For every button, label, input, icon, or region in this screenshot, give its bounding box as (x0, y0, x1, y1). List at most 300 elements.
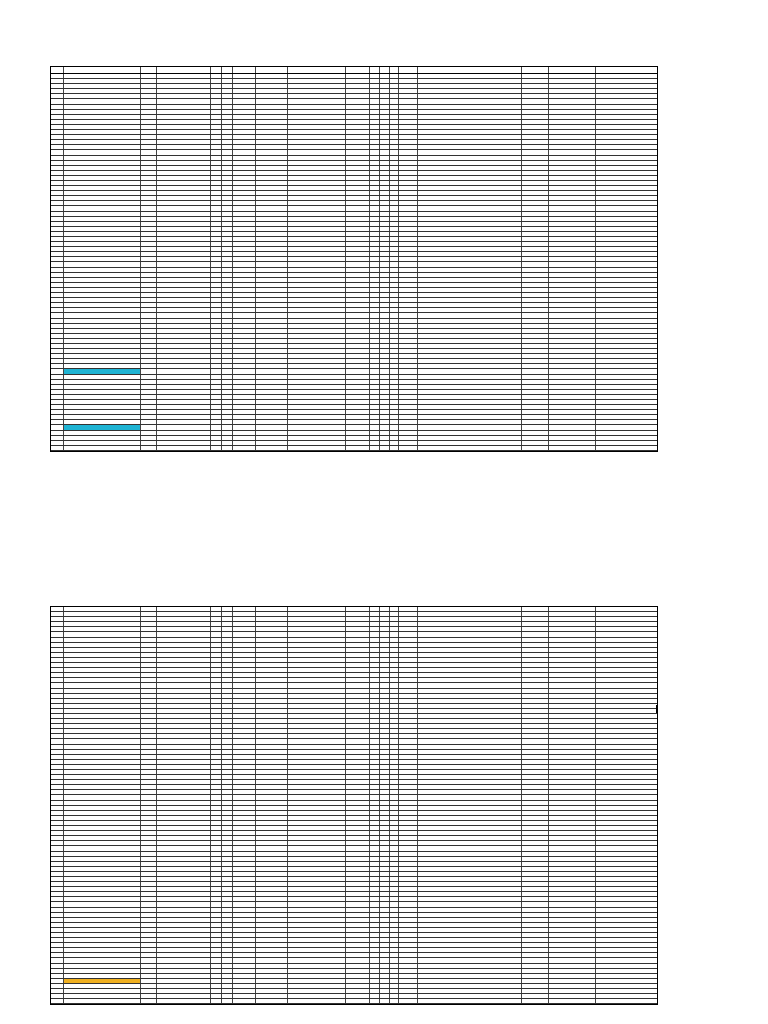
table-cell[interactable] (51, 760, 64, 764)
table-cell[interactable] (211, 273, 222, 277)
table-cell[interactable] (141, 303, 157, 307)
table-cell[interactable] (370, 390, 380, 394)
table-cell[interactable] (222, 257, 233, 261)
table-cell[interactable] (390, 74, 399, 78)
table-cell[interactable] (390, 612, 399, 616)
table-cell[interactable] (211, 196, 222, 200)
table-cell[interactable] (596, 436, 657, 440)
table-cell[interactable] (370, 191, 380, 195)
table-cell[interactable] (380, 984, 390, 988)
table-cell[interactable] (64, 999, 141, 1003)
table-cell[interactable] (418, 612, 523, 616)
table-cell[interactable] (211, 395, 222, 399)
table-cell[interactable] (390, 836, 399, 840)
table-cell[interactable] (157, 857, 212, 861)
table-cell[interactable] (380, 308, 390, 312)
table-cell[interactable] (233, 364, 256, 368)
table-cell[interactable] (141, 846, 157, 850)
table-cell[interactable] (522, 811, 549, 815)
table-cell[interactable] (288, 668, 346, 672)
table-cell[interactable] (211, 262, 222, 266)
table-cell[interactable] (64, 918, 141, 922)
table-cell[interactable] (522, 227, 549, 231)
table-cell[interactable] (157, 181, 212, 185)
table-cell[interactable] (549, 913, 596, 917)
table-cell[interactable] (380, 288, 390, 292)
table-cell[interactable] (64, 699, 141, 703)
table-cell[interactable] (346, 745, 370, 749)
table-cell[interactable] (256, 974, 288, 978)
table-cell[interactable] (222, 237, 233, 241)
table-cell[interactable] (522, 308, 549, 312)
table-cell[interactable] (380, 795, 390, 799)
table-cell[interactable] (399, 375, 418, 379)
table-cell[interactable] (222, 380, 233, 384)
table-cell[interactable] (596, 984, 657, 988)
table-cell[interactable] (596, 811, 657, 815)
table-cell[interactable] (418, 867, 523, 871)
table-cell[interactable] (346, 329, 370, 333)
table-cell[interactable] (157, 617, 212, 621)
table-cell[interactable] (370, 627, 380, 631)
table-cell[interactable] (399, 719, 418, 723)
table-cell[interactable] (596, 867, 657, 871)
table-cell[interactable] (288, 212, 346, 216)
table-cell[interactable] (233, 989, 256, 993)
table-cell[interactable] (549, 145, 596, 149)
table-cell[interactable] (64, 242, 141, 246)
table-cell[interactable] (211, 105, 222, 109)
table-cell[interactable] (596, 775, 657, 779)
table-cell[interactable] (370, 410, 380, 414)
table-cell[interactable] (380, 689, 390, 693)
table-cell[interactable] (51, 857, 64, 861)
table-cell[interactable] (399, 385, 418, 389)
table-cell[interactable] (418, 303, 523, 307)
table-cell[interactable] (51, 632, 64, 636)
table-cell[interactable] (233, 897, 256, 901)
table-cell[interactable] (596, 156, 657, 160)
table-cell[interactable] (596, 683, 657, 687)
table-cell[interactable] (157, 862, 212, 866)
table-cell[interactable] (346, 658, 370, 662)
table-cell[interactable] (222, 780, 233, 784)
table-cell[interactable] (51, 115, 64, 119)
table-cell[interactable] (522, 140, 549, 144)
table-cell[interactable] (596, 760, 657, 764)
table-cell[interactable] (370, 887, 380, 891)
table-cell[interactable] (51, 770, 64, 774)
table-cell[interactable] (596, 989, 657, 993)
table-cell[interactable] (549, 683, 596, 687)
table-cell[interactable] (418, 120, 523, 124)
table-cell[interactable] (141, 354, 157, 358)
table-cell[interactable] (233, 734, 256, 738)
table-cell[interactable] (596, 115, 657, 119)
table-cell[interactable] (522, 89, 549, 93)
table-cell[interactable] (390, 678, 399, 682)
table-cell[interactable] (157, 816, 212, 820)
table-cell[interactable] (51, 678, 64, 682)
table-cell[interactable] (370, 831, 380, 835)
table-cell[interactable] (157, 217, 212, 221)
table-cell[interactable] (522, 913, 549, 917)
table-cell[interactable] (64, 923, 141, 927)
table-cell[interactable] (418, 765, 523, 769)
table-cell[interactable] (380, 989, 390, 993)
table-cell[interactable] (549, 658, 596, 662)
table-cell[interactable] (256, 750, 288, 754)
table-cell[interactable] (549, 303, 596, 307)
table-cell[interactable] (380, 79, 390, 83)
table-cell[interactable] (256, 156, 288, 160)
table-cell[interactable] (157, 734, 212, 738)
table-cell[interactable] (346, 446, 370, 450)
table-cell[interactable] (141, 227, 157, 231)
table-cell[interactable] (64, 938, 141, 942)
table-cell[interactable] (288, 262, 346, 266)
table-cell[interactable] (346, 704, 370, 708)
table-cell[interactable] (51, 400, 64, 404)
table-cell[interactable] (346, 217, 370, 221)
table-cell[interactable] (418, 801, 523, 805)
table-cell[interactable] (64, 694, 141, 698)
table-cell[interactable] (596, 375, 657, 379)
table-cell[interactable] (380, 958, 390, 962)
table-cell[interactable] (346, 89, 370, 93)
table-cell[interactable] (64, 262, 141, 266)
table-cell[interactable] (522, 612, 549, 616)
table-cell[interactable] (157, 420, 212, 424)
table-cell[interactable] (399, 273, 418, 277)
table-cell[interactable] (549, 719, 596, 723)
table-cell[interactable] (157, 928, 212, 932)
table-cell[interactable] (256, 420, 288, 424)
table-cell[interactable] (256, 826, 288, 830)
table-cell[interactable] (418, 334, 523, 338)
table-cell[interactable] (380, 816, 390, 820)
table-cell[interactable] (370, 617, 380, 621)
table-cell[interactable] (51, 395, 64, 399)
table-cell[interactable] (418, 110, 523, 114)
table-cell[interactable] (157, 826, 212, 830)
table-cell[interactable] (141, 658, 157, 662)
table-cell[interactable] (222, 181, 233, 185)
table-cell[interactable] (549, 943, 596, 947)
table-cell[interactable] (549, 201, 596, 205)
table-cell[interactable] (51, 375, 64, 379)
table-cell[interactable] (370, 694, 380, 698)
table-cell[interactable] (596, 161, 657, 165)
table-cell[interactable] (596, 958, 657, 962)
table-cell[interactable] (380, 415, 390, 419)
table-cell[interactable] (141, 201, 157, 205)
table-cell[interactable] (288, 943, 346, 947)
table-cell[interactable] (596, 755, 657, 759)
table-cell[interactable] (222, 785, 233, 789)
table-cell[interactable] (233, 627, 256, 631)
table-cell[interactable] (256, 140, 288, 144)
table-cell[interactable] (549, 811, 596, 815)
table-cell[interactable] (233, 775, 256, 779)
table-cell[interactable] (549, 283, 596, 287)
table-cell[interactable] (549, 227, 596, 231)
table-cell[interactable] (222, 74, 233, 78)
table-cell[interactable] (522, 699, 549, 703)
table-cell[interactable] (211, 627, 222, 631)
table-cell[interactable] (418, 938, 523, 942)
table-cell[interactable] (256, 212, 288, 216)
table-cell[interactable] (51, 369, 64, 373)
table-cell[interactable] (233, 212, 256, 216)
table-cell[interactable] (380, 186, 390, 190)
table-cell[interactable] (141, 268, 157, 272)
table-cell[interactable] (399, 948, 418, 952)
table-cell[interactable] (222, 390, 233, 394)
table-cell[interactable] (211, 181, 222, 185)
table-cell[interactable] (288, 643, 346, 647)
table-cell[interactable] (549, 217, 596, 221)
table-cell[interactable] (380, 140, 390, 144)
table-cell[interactable] (390, 135, 399, 139)
table-cell[interactable] (549, 105, 596, 109)
table-cell[interactable] (51, 150, 64, 154)
table-cell[interactable] (141, 212, 157, 216)
table-cell[interactable] (211, 795, 222, 799)
table-cell[interactable] (288, 288, 346, 292)
table-cell[interactable] (370, 632, 380, 636)
table-cell[interactable] (256, 268, 288, 272)
table-cell[interactable] (596, 678, 657, 682)
table-cell[interactable] (233, 923, 256, 927)
table-cell[interactable] (256, 984, 288, 988)
table-cell[interactable] (157, 750, 212, 754)
table-cell[interactable] (399, 857, 418, 861)
table-cell[interactable] (211, 79, 222, 83)
table-cell[interactable] (211, 385, 222, 389)
table-cell[interactable] (211, 653, 222, 657)
table-cell[interactable] (64, 217, 141, 221)
table-cell[interactable] (399, 364, 418, 368)
table-cell[interactable] (399, 232, 418, 236)
table-cell[interactable] (141, 734, 157, 738)
table-cell[interactable] (233, 765, 256, 769)
table-cell[interactable] (370, 369, 380, 373)
table-cell[interactable] (141, 181, 157, 185)
table-cell[interactable] (222, 441, 233, 445)
table-cell[interactable] (399, 400, 418, 404)
table-cell[interactable] (64, 313, 141, 317)
table-cell[interactable] (288, 638, 346, 642)
table-cell[interactable] (346, 436, 370, 440)
table-cell[interactable] (288, 395, 346, 399)
table-cell[interactable] (596, 938, 657, 942)
table-cell[interactable] (399, 964, 418, 968)
table-cell[interactable] (211, 699, 222, 703)
table-cell[interactable] (418, 166, 523, 170)
table-cell[interactable] (64, 191, 141, 195)
table-cell[interactable] (288, 232, 346, 236)
table-cell[interactable] (288, 994, 346, 998)
table-cell[interactable] (596, 638, 657, 642)
table-cell[interactable] (141, 273, 157, 277)
table-cell[interactable] (211, 969, 222, 973)
table-cell[interactable] (51, 441, 64, 445)
table-cell[interactable] (418, 714, 523, 718)
table-cell[interactable] (222, 135, 233, 139)
table-cell[interactable] (549, 902, 596, 906)
table-cell[interactable] (157, 612, 212, 616)
table-cell[interactable] (222, 405, 233, 409)
table-cell[interactable] (256, 94, 288, 98)
table-cell[interactable] (64, 364, 141, 368)
table-cell[interactable] (596, 719, 657, 723)
table-cell[interactable] (141, 288, 157, 292)
table-cell[interactable] (380, 339, 390, 343)
table-cell[interactable] (141, 156, 157, 160)
table-cell[interactable] (549, 74, 596, 78)
table-cell[interactable] (288, 400, 346, 404)
table-cell[interactable] (51, 913, 64, 917)
table-cell[interactable] (233, 928, 256, 932)
table-cell[interactable] (380, 739, 390, 743)
table-cell[interactable] (157, 99, 212, 103)
table-cell[interactable] (157, 683, 212, 687)
table-cell[interactable] (222, 110, 233, 114)
table-cell[interactable] (141, 913, 157, 917)
table-cell[interactable] (346, 79, 370, 83)
table-cell[interactable] (288, 658, 346, 662)
table-cell[interactable] (256, 262, 288, 266)
table-cell[interactable] (346, 247, 370, 251)
table-cell[interactable] (370, 622, 380, 626)
table-cell[interactable] (222, 734, 233, 738)
table-cell[interactable] (157, 892, 212, 896)
table-cell[interactable] (157, 643, 212, 647)
table-cell[interactable] (549, 734, 596, 738)
table-cell[interactable] (157, 176, 212, 180)
table-cell[interactable] (211, 902, 222, 906)
table-cell[interactable] (399, 953, 418, 957)
table-cell[interactable] (157, 201, 212, 205)
table-cell[interactable] (346, 836, 370, 840)
table-cell[interactable] (256, 283, 288, 287)
table-cell[interactable] (222, 252, 233, 256)
table-cell[interactable] (157, 943, 212, 947)
table-cell[interactable] (370, 420, 380, 424)
table-cell[interactable] (233, 247, 256, 251)
table-cell[interactable] (370, 344, 380, 348)
table-cell[interactable] (522, 186, 549, 190)
table-cell[interactable] (522, 857, 549, 861)
table-cell[interactable] (141, 648, 157, 652)
table-cell[interactable] (64, 385, 141, 389)
highlighted-cell[interactable] (64, 979, 141, 983)
table-cell[interactable] (51, 212, 64, 216)
table-cell[interactable] (288, 801, 346, 805)
table-cell[interactable] (222, 806, 233, 810)
table-cell[interactable] (596, 689, 657, 693)
table-cell[interactable] (418, 892, 523, 896)
table-cell[interactable] (222, 227, 233, 231)
table-cell[interactable] (346, 400, 370, 404)
table-cell[interactable] (380, 969, 390, 973)
table-cell[interactable] (288, 293, 346, 297)
table-cell[interactable] (596, 979, 657, 983)
table-cell[interactable] (370, 171, 380, 175)
table-cell[interactable] (233, 156, 256, 160)
table-cell[interactable] (141, 887, 157, 891)
table-cell[interactable] (233, 410, 256, 414)
table-cell[interactable] (141, 739, 157, 743)
table-cell[interactable] (141, 171, 157, 175)
table-cell[interactable] (522, 425, 549, 429)
table-cell[interactable] (157, 775, 212, 779)
table-cell[interactable] (370, 166, 380, 170)
table-cell[interactable] (288, 278, 346, 282)
table-cell[interactable] (141, 262, 157, 266)
table-cell[interactable] (233, 334, 256, 338)
table-cell[interactable] (64, 877, 141, 881)
table-cell[interactable] (233, 994, 256, 998)
table-cell[interactable] (418, 999, 523, 1003)
table-cell[interactable] (390, 441, 399, 445)
table-cell[interactable] (256, 724, 288, 728)
table-cell[interactable] (288, 734, 346, 738)
table-cell[interactable] (222, 339, 233, 343)
table-cell[interactable] (549, 405, 596, 409)
table-cell[interactable] (211, 369, 222, 373)
table-cell[interactable] (222, 105, 233, 109)
table-cell[interactable] (222, 334, 233, 338)
table-cell[interactable] (256, 734, 288, 738)
table-cell[interactable] (157, 648, 212, 652)
table-cell[interactable] (211, 308, 222, 312)
table-cell[interactable] (233, 110, 256, 114)
table-cell[interactable] (418, 729, 523, 733)
table-cell[interactable] (370, 658, 380, 662)
table-cell[interactable] (522, 288, 549, 292)
table-cell[interactable] (157, 974, 212, 978)
table-cell[interactable] (390, 431, 399, 435)
table-cell[interactable] (288, 380, 346, 384)
table-cell[interactable] (141, 115, 157, 119)
table-cell[interactable] (522, 979, 549, 983)
table-cell[interactable] (399, 627, 418, 631)
table-cell[interactable] (51, 902, 64, 906)
table-cell[interactable] (370, 673, 380, 677)
table-cell[interactable] (399, 831, 418, 835)
table-cell[interactable] (141, 923, 157, 927)
table-cell[interactable] (418, 217, 523, 221)
table-cell[interactable] (346, 405, 370, 409)
table-cell[interactable] (211, 612, 222, 616)
table-cell[interactable] (233, 729, 256, 733)
table-cell[interactable] (51, 943, 64, 947)
table-cell[interactable] (549, 933, 596, 937)
table-cell[interactable] (256, 237, 288, 241)
table-cell[interactable] (346, 958, 370, 962)
table-cell[interactable] (549, 94, 596, 98)
table-cell[interactable] (399, 99, 418, 103)
table-cell[interactable] (370, 268, 380, 272)
table-cell[interactable] (399, 984, 418, 988)
table-cell[interactable] (596, 232, 657, 236)
table-cell[interactable] (380, 627, 390, 631)
table-cell[interactable] (222, 268, 233, 272)
table-cell[interactable] (211, 663, 222, 667)
table-cell[interactable] (157, 689, 212, 693)
